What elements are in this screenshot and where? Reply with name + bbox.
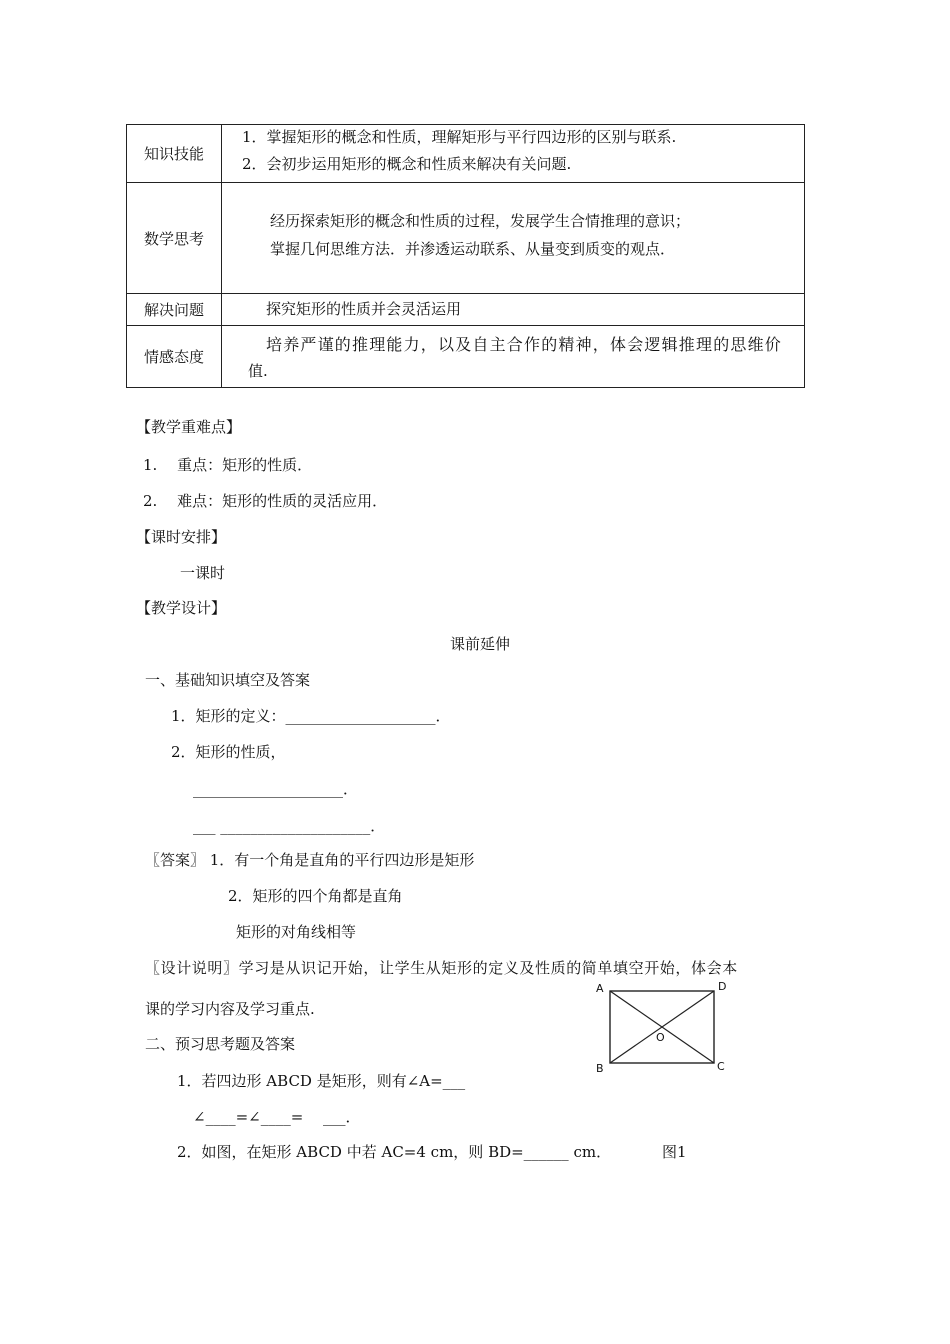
vertex-label-d: D — [718, 980, 727, 993]
goal-row-problem — [127, 294, 805, 326]
question: 1．矩形的定义：____________________． — [171, 707, 451, 725]
goal-label: 数学思考 — [127, 183, 222, 294]
key-points-heading: 【教学重难点】 — [136, 418, 242, 436]
goal-line: 探究矩形的性质并会灵活运用 — [266, 300, 462, 318]
goal-row-knowledge — [127, 125, 805, 183]
question: 2．如图，在矩形 ABCD 中若 AC=4 cm，则 BD=______ cm． — [177, 1143, 612, 1161]
goal-line: 掌握几何思维方法．并渗透运动联系、从量变到质变的观点． — [270, 240, 676, 258]
goal-line: 培养严谨的推理能力，以及自主合作的精神，体会逻辑推理的思维价 — [266, 335, 783, 354]
key-point-item: 1. 重点：矩形的性质． — [143, 456, 313, 474]
figure-caption: 图1 — [662, 1143, 687, 1161]
answer-text: 〖答案〗 1．有一个角是直角的平行四边形是矩形 — [145, 851, 475, 869]
part1-title: 一、基础知识填空及答案 — [145, 671, 311, 689]
design-heading: 【教学设计】 — [136, 599, 227, 617]
goal-line: 经历探索矩形的概念和性质的过程，发展学生合情推理的意识； — [270, 212, 691, 230]
section-title: 课前延伸 — [450, 635, 511, 653]
goal-row-thinking — [127, 183, 805, 294]
answer-text: 矩形的对角线相等 — [236, 923, 357, 941]
question: 2．矩形的性质， — [171, 743, 286, 761]
goal-label: 知识技能 — [127, 125, 222, 183]
goal-label: 解决问题 — [127, 294, 222, 326]
vertex-label-b: B — [596, 1062, 604, 1075]
goal-label: 情感态度 — [127, 326, 222, 388]
goal-line: 1．掌握矩形的概念和性质，理解矩形与平行四边形的区别与联系. — [242, 128, 677, 146]
goal-line: 值. — [248, 362, 268, 380]
goals-table — [126, 124, 805, 388]
rectangle-figure — [594, 980, 734, 1075]
vertex-label-a: A — [596, 982, 604, 995]
schedule-value: 一课时 — [180, 564, 226, 582]
question: ∠____=∠____= ___． — [193, 1108, 361, 1126]
design-note: 〖设计说明〗学习是从识记开始，让学生从矩形的定义及性质的简单填空开始，体会本 — [145, 959, 738, 977]
center-label-o: O — [656, 1031, 665, 1044]
question: 1．若四边形 ABCD 是矩形，则有∠A=___ — [177, 1072, 466, 1090]
goal-line: 2．会初步运用矩形的概念和性质来解决有关问题. — [242, 155, 572, 173]
key-point-item: 2. 难点：矩形的性质的灵活应用． — [143, 492, 388, 510]
vertex-label-c: C — [717, 1060, 725, 1073]
rectangle-diagram — [594, 980, 734, 1075]
answer-blank: ___ ____________________． — [193, 817, 386, 835]
schedule-heading: 【课时安排】 — [136, 528, 227, 546]
design-note: 课的学习内容及学习重点. — [145, 1000, 315, 1018]
part2-title: 二、预习思考题及答案 — [145, 1035, 296, 1053]
answer-blank: ____________________． — [193, 780, 359, 798]
goal-row-attitude — [127, 326, 805, 388]
answer-text: 2．矩形的四个角都是直角 — [228, 887, 403, 905]
